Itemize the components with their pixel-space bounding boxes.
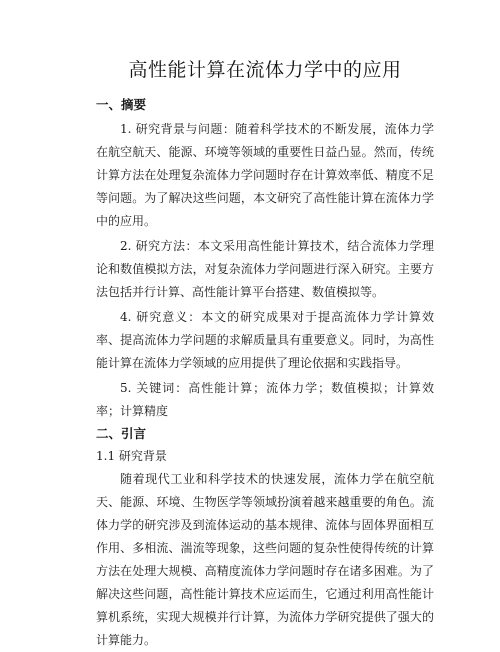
abstract-item-keywords: 5. 关键词：高性能计算；流体力学；数值模拟；计算效率；计算精度 <box>96 381 434 418</box>
introduction-paragraph: 随着现代工业和科学技术的快速发展，流体力学在航空航天、能源、环境、生物医学等领域扮演着越来越重要的角色。流体力学的研究涉及到流体运动的基本规律、流体与固体界面相互作用、多相流、湍流等现象，这些问题的复杂性使得传统的计算方法在处理大规模、高精度流体力学问题时存在诸多困难。为了解决这些问题，高性能计算技术应运而生，它通过利用高性能计算机系统，实现大规模并行计算，为流体力学研究提供了强大的计算能力。 <box>96 472 434 647</box>
abstract-item-significance: 4. 研究意义：本文的研究成果对于提高流体力学计算效率、提高流体力学问题的求解质量具有重要意义。同时，为高性能计算在流体力学领域的应用提供了理论依据和实践指导。 <box>96 310 434 370</box>
abstract-heading: 一、摘要 <box>96 97 147 112</box>
document-title: 高性能计算在流体力学中的应用 <box>128 59 402 81</box>
abstract-item-background: 1. 研究背景与问题：随着科学技术的不断发展，流体力学在航空航天、能源、环境等领域的重要性日益凸显。然而，传统计算方法在处理复杂流体力学问题时存在计算效率低、精度不足等问题。为了解决这些问题，本文研究了高性能计算在流体力学中的应用。 <box>96 122 434 228</box>
introduction-heading: 二、引言 <box>96 426 147 441</box>
abstract-item-method: 2. 研究方法：本文采用高性能计算技术，结合流体力学理论和数值模拟方法，对复杂流体力学问题进行深入研究。主要方法包括并行计算、高性能计算平台搭建、数值模拟等。 <box>96 239 434 299</box>
research-background-subheading: 1.1 研究背景 <box>96 449 167 463</box>
